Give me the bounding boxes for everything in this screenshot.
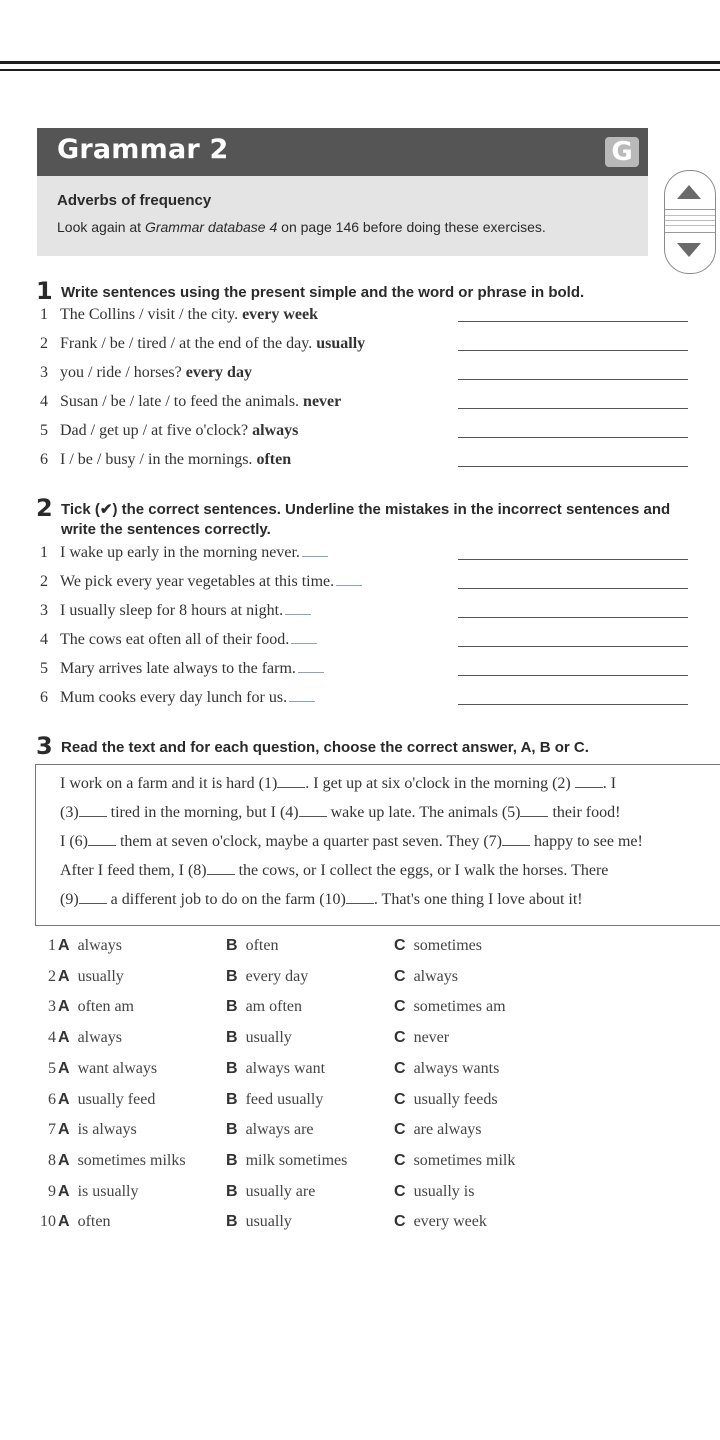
text-line-1: I work on a farm and it is hard (1) . I get up at six o'clock in the morning (2) . I [60, 775, 617, 792]
text-line-3: I (6) them at seven o'clock, maybe a quarter past seven. They (7) happy to see me! [60, 833, 643, 850]
option-a[interactable]: A often [58, 1213, 111, 1231]
gap-5[interactable] [520, 816, 548, 817]
option-a[interactable]: A sometimes milks [58, 1151, 186, 1169]
question-options [30, 968, 590, 990]
exercise-1-item: 3 you / ride / horses? every day [40, 364, 252, 381]
gap-3[interactable] [79, 816, 107, 817]
question-number: 1 [48, 937, 56, 954]
option-c[interactable]: C sometimes [394, 937, 482, 954]
option-c[interactable]: C usually is [394, 1182, 475, 1200]
exercise-1-item: 6 I / be / busy / in the mornings. often [40, 451, 292, 468]
exercise-2-item: 4 The cows eat often all of their food. [40, 631, 317, 649]
option-c[interactable]: C sometimes milk [394, 1151, 516, 1169]
answer-line[interactable] [458, 466, 688, 467]
question-options [30, 998, 590, 1020]
section-banner [37, 128, 648, 176]
question-options [30, 1183, 590, 1205]
exercise-2-item: 6 Mum cooks every day lunch for us. [40, 689, 315, 707]
option-a[interactable]: A always [58, 1029, 122, 1047]
gap-4[interactable] [299, 816, 327, 817]
exercise-2-item: 1 I wake up early in the morning never. [40, 544, 328, 562]
exercise-2-item: 2 We pick every year vegetables at this time. [40, 573, 362, 591]
question-number: 4 [48, 1029, 56, 1047]
text-line-4: After I feed them, I (8) the cows, or I collect the eggs, or I walk the horses. There [60, 862, 609, 879]
question-options [30, 1060, 590, 1082]
option-c[interactable]: C are always [394, 1121, 482, 1139]
option-b[interactable]: B always want [226, 1059, 326, 1077]
answer-line[interactable] [458, 675, 688, 676]
option-c[interactable]: C always wants [394, 1059, 500, 1077]
question-number: 2 [48, 967, 56, 985]
question-options [30, 1152, 590, 1174]
option-b[interactable]: B feed usually [226, 1090, 324, 1108]
question-number: 9 [48, 1182, 56, 1200]
tick-blank[interactable] [336, 585, 362, 586]
option-a[interactable]: A always [58, 937, 122, 954]
tick-blank[interactable] [302, 556, 328, 557]
grammar-badge: G [605, 137, 639, 167]
scroll-down-icon[interactable] [677, 243, 701, 257]
question-options [30, 937, 590, 959]
answer-line[interactable] [458, 437, 688, 438]
topic-box [37, 176, 648, 256]
question-options [30, 1091, 590, 1113]
question-number: 10 [40, 1213, 56, 1231]
tick-blank[interactable] [285, 614, 311, 615]
topic-note: Look again at Grammar database 4 on page 146 before doing these exercises. [57, 219, 546, 235]
text-line-5: (9) a different job to do on the farm (10) . That's one thing I love about it! [60, 891, 583, 908]
gap-1[interactable] [277, 787, 305, 788]
gap-6[interactable] [88, 845, 116, 846]
scroll-grip[interactable] [665, 209, 715, 233]
question-options [30, 1029, 590, 1051]
gap-8[interactable] [207, 874, 235, 875]
option-a[interactable]: A often am [58, 998, 134, 1016]
option-a[interactable]: A is always [58, 1121, 137, 1139]
top-rule [0, 61, 720, 64]
option-b[interactable]: B usually [226, 1213, 292, 1231]
exercise-1-item: 2 Frank / be / tired / at the end of the day. usually [40, 335, 366, 352]
answer-line[interactable] [458, 350, 688, 351]
option-c[interactable]: C usually feeds [394, 1090, 498, 1108]
exercise-1-item: 4 Susan / be / late / to feed the animals. never [40, 393, 342, 410]
text-line-2: (3) tired in the morning, but I (4) wake up late. The animals (5) their food! [60, 804, 621, 821]
gap-9[interactable] [79, 903, 107, 904]
answer-line[interactable] [458, 379, 688, 380]
option-b[interactable]: B every day [226, 967, 309, 985]
answer-line[interactable] [458, 617, 688, 618]
option-b[interactable]: B milk sometimes [226, 1151, 348, 1169]
topic-title: Adverbs of frequency [57, 192, 212, 209]
gap-10[interactable] [346, 903, 374, 904]
answer-line[interactable] [458, 588, 688, 589]
option-b[interactable]: B usually [226, 1029, 292, 1047]
option-a[interactable]: A usually [58, 967, 124, 985]
tick-blank[interactable] [289, 701, 315, 702]
scroll-up-icon[interactable] [677, 185, 701, 199]
top-rule-thin [0, 69, 720, 71]
question-options [30, 1213, 590, 1235]
option-b[interactable]: B often [226, 937, 279, 954]
option-b[interactable]: B am often [226, 998, 302, 1016]
reading-text-box [35, 764, 720, 926]
option-b[interactable]: B usually are [226, 1182, 316, 1200]
exercise-2-item: 5 Mary arrives late always to the farm. [40, 660, 324, 678]
answer-line[interactable] [458, 704, 688, 705]
page-scroller[interactable] [664, 170, 716, 274]
option-c[interactable]: C every week [394, 1213, 487, 1231]
option-a[interactable]: A is usually [58, 1182, 139, 1200]
answer-line[interactable] [458, 321, 688, 322]
answer-line[interactable] [458, 646, 688, 647]
question-number: 3 [48, 998, 56, 1016]
question-number: 7 [48, 1121, 56, 1139]
option-c[interactable]: C never [394, 1029, 450, 1047]
option-b[interactable]: B always are [226, 1121, 314, 1139]
page-title: Grammar 2 [57, 134, 229, 165]
option-a[interactable]: A want always [58, 1059, 158, 1077]
question-number: 6 [48, 1090, 56, 1108]
answer-line[interactable] [458, 559, 688, 560]
exercise-1-item: 1 The Collins / visit / the city. every week [40, 306, 319, 323]
option-a[interactable]: A usually feed [58, 1090, 156, 1108]
gap-2[interactable] [575, 787, 603, 788]
question-number: 5 [48, 1059, 56, 1077]
question-options [30, 1121, 590, 1143]
tick-blank[interactable] [298, 672, 324, 673]
exercise-2-item: 3 I usually sleep for 8 hours at night. [40, 602, 311, 620]
question-number: 8 [48, 1151, 56, 1169]
option-c[interactable]: C always [394, 967, 458, 985]
exercise-1-item: 5 Dad / get up / at five o'clock? always [40, 422, 299, 439]
option-c[interactable]: C sometimes am [394, 998, 506, 1016]
gap-7[interactable] [502, 845, 530, 846]
answer-line[interactable] [458, 408, 688, 409]
tick-blank[interactable] [291, 643, 317, 644]
